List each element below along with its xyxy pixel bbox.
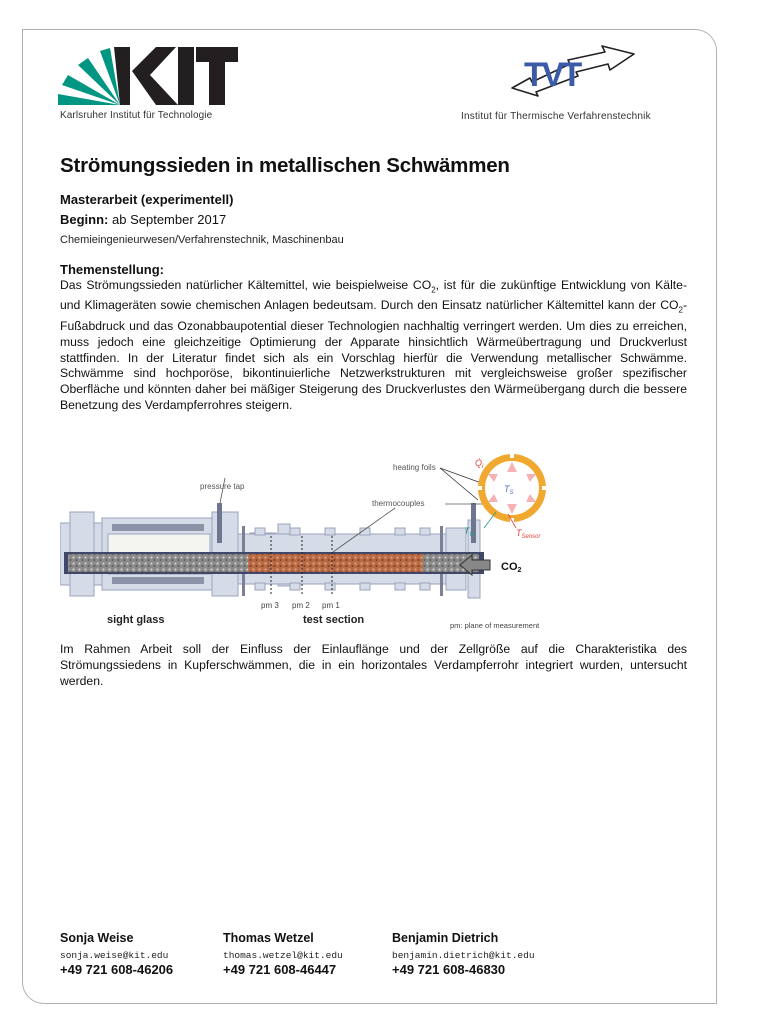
kit-subtitle: Karlsruher Institut für Technologie xyxy=(60,110,213,121)
contact-card xyxy=(392,931,535,977)
test-section-diagram xyxy=(60,448,580,638)
contact-name: Thomas Wetzel xyxy=(223,931,314,945)
topic-paragraph xyxy=(60,278,687,414)
contact-phone: +49 721 608-46206 xyxy=(60,962,174,977)
kit-fan-icon xyxy=(58,48,120,105)
tvt-subtitle: Institut für Thermische Verfahrenstechnik xyxy=(461,111,651,122)
thermocouples-label: thermocouples xyxy=(372,499,425,508)
contact-name: Sonja Weise xyxy=(60,931,134,945)
thesis-type: Masterarbeit (experimentell) xyxy=(60,192,234,207)
tvt-logo-text: TVT xyxy=(524,56,580,94)
text-part: -Fußabdruck und das Ozonabbaupotential dieser Technologien nachhaltig verringert werden. Um dies zu erreichen, muss jedoch eine gleichzeitige Optimierung der Apparate hinsichtlich Wärmeübertragung und Druckverlust stattfinden. In der Literatur findet sich als ein Vorschlag hierfür die Verwendung metallischer Schwämme. Schwämme sind hochporöse, bikontinuierliche Netzwerkstrukturen mit vergleichsweise großer spezifischer Oberfläche und könnten daher bei mäßiger Steigerung des Druckverlustes den Wärmeübergang durch die bessere Benetzung des Verdampferrohres steigern. xyxy=(60,298,687,413)
text-part: Das Strömungssieden natürlicher Kältemittel, wie beispielweise CO xyxy=(60,278,432,292)
fields-of-study: Chemieingenieurwesen/Verfahrenstechnik, Maschinenbau xyxy=(60,234,344,246)
contact-card xyxy=(60,931,173,977)
topic-heading: Themenstellung: xyxy=(60,262,165,277)
contact-email[interactable]: sonja.weise@kit.edu xyxy=(60,950,169,961)
tsensor-label: $T_{Sensor}$ xyxy=(516,528,541,540)
pm2-label: pm 2 xyxy=(292,601,310,610)
contact-card xyxy=(223,931,343,977)
figure-legend: pm: plane of measurement xyxy=(450,621,540,630)
begin-date xyxy=(60,212,226,227)
begin-label: Beginn: xyxy=(60,212,109,227)
ts-label: $T_S$ xyxy=(504,484,514,496)
copper-foam xyxy=(248,554,423,572)
pm3-label: pm 3 xyxy=(261,601,279,610)
contact-email[interactable]: benjamin.dietrich@kit.edu xyxy=(392,950,535,961)
subscript: 2 xyxy=(431,285,436,295)
pressure-tap-label: pressure tap xyxy=(200,482,245,491)
closing-paragraph: Im Rahmen Arbeit soll der Einfluss der Einlauflänge und der Zellgröße auf die Charakteristika des Strömungssiedens in Kupferschwämmen, die in ein horizontales Verdampferrohr integriert wurden, untersucht werden. xyxy=(60,642,687,688)
heating-foils-label: heating foils xyxy=(393,463,436,472)
contact-phone: +49 721 608-46447 xyxy=(223,962,337,977)
text-part: , ist für die zukünftige Entwicklung von Kälte- und Klimageräten sowie chemischen Anlagen bedeutsam. Durch den Einsatz natürlicher Kältemittel kann der CO xyxy=(60,278,688,313)
test-section-housing xyxy=(238,503,480,598)
tvt-logo xyxy=(510,42,635,100)
contact-name: Benjamin Dietrich xyxy=(392,931,499,945)
contact-email[interactable]: thomas.wetzel@kit.edu xyxy=(223,950,343,961)
page-title: Strömungssieden in metallischen Schwämmen xyxy=(60,154,510,177)
metal-foam xyxy=(68,554,248,572)
contact-phone: +49 721 608-46830 xyxy=(392,962,506,977)
sight-glass-label: sight glass xyxy=(107,614,165,626)
begin-value: ab September 2017 xyxy=(112,212,227,227)
co2-label: CO2 xyxy=(501,561,522,574)
kit-logo xyxy=(58,45,238,105)
test-section-label: test section xyxy=(303,614,365,626)
pressure-tap xyxy=(217,503,222,543)
pm1-label: pm 1 xyxy=(322,601,340,610)
pipe-cross-section xyxy=(477,453,547,523)
subscript: 2 xyxy=(678,305,683,315)
tw-label: $T_W$ xyxy=(464,526,476,538)
q-dot-label: $Q̇_i$ xyxy=(475,458,484,470)
